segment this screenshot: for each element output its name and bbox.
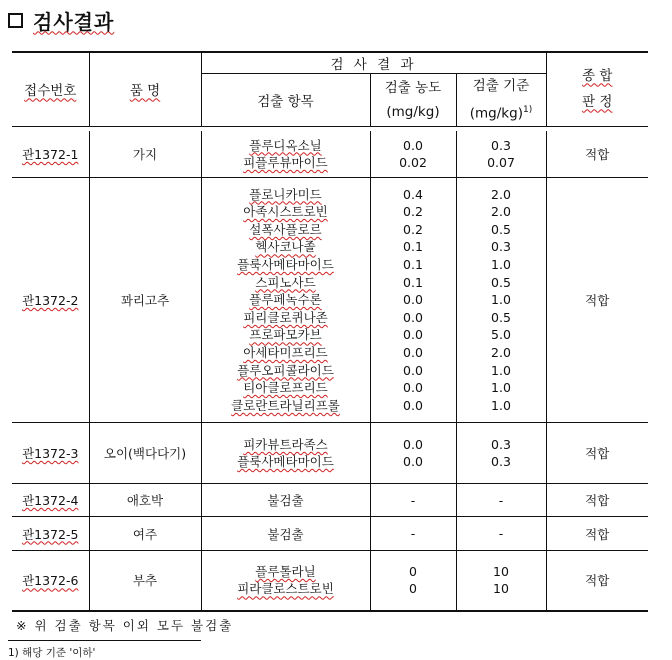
receipt-no-cell: 관1372-1: [12, 131, 89, 178]
footnote-mark: 1): [522, 105, 533, 115]
standard-cell: -: [456, 484, 546, 517]
concentration-cell: -: [370, 484, 456, 517]
header-receipt-no: 접수번호: [12, 52, 89, 126]
results-table: [12, 51, 648, 612]
product-name-cell: 꽈리고추: [89, 178, 201, 423]
checkbox-square-icon: [8, 13, 23, 28]
detected-items-cell: 불검출: [201, 484, 370, 517]
footnote-divider: [8, 640, 201, 641]
table-row: [12, 551, 648, 611]
undetected-note: ※ 위 검출 항목 이외 모두 불검출: [16, 618, 234, 633]
concentration-cell: 0.4 0.2 0.2 0.1 0.1 0.1 0.0 0.0 0.0 0.0 0.0 0.0 0.0: [370, 178, 456, 423]
detected-items-cell: 불검출: [201, 517, 370, 551]
receipt-no-cell: 관1372-4: [12, 484, 89, 517]
section-title: [8, 6, 114, 34]
concentration-cell: 0.0 0.02: [370, 131, 456, 178]
judgment-cell: 적합: [546, 178, 648, 423]
header-standard: 검출 기준 $(mg/kg)^{1)}$: [456, 74, 546, 127]
concentration-cell: 0 0: [370, 551, 456, 611]
standard-cell: 2.0 2.0 0.5 0.3 1.0 0.5 1.0 0.5 5.0 2.0 1.0 1.0 1.0: [456, 178, 546, 423]
table-row: [12, 131, 648, 178]
header-concentration: 검출 농도 (mg/kg): [370, 74, 456, 127]
receipt-no-cell: 관1372-6: [12, 551, 89, 611]
receipt-no-cell: 관1372-5: [12, 517, 89, 551]
concentration-cell: -: [370, 517, 456, 551]
standard-cell: 0.3 0.07: [456, 131, 546, 178]
product-name-cell: 가지: [89, 131, 201, 178]
judgment-cell: 적합: [546, 551, 648, 611]
header-results-group: 검 사 결 과: [201, 52, 546, 74]
footnote: 1) 해당 기준 '이하': [8, 647, 96, 659]
standard-cell: 0.3 0.3: [456, 423, 546, 484]
product-name-cell: 오이(백다다기): [89, 423, 201, 484]
detected-items-cell: 플로니카미드 아족시스트로빈 설폭사플로르 헥사코나졸 플룩사메타마이드 스피노사드 플루페녹수론 피리클로퀴나존 프로파모카브 아세타미프리드 플루오피콜라이드 티아클로프리드 클로란트라닐리프롤: [201, 178, 370, 423]
detected-items-cell: 플루톨라닐 피라클로스트로빈: [201, 551, 370, 611]
receipt-no-cell: 관1372-2: [12, 178, 89, 423]
standard-cell: -: [456, 517, 546, 551]
table-row: [12, 178, 648, 423]
section-title-text: 검사결과: [33, 9, 115, 34]
standard-cell: 10 10: [456, 551, 546, 611]
header-product: 품 명: [89, 52, 201, 126]
table-row: [12, 484, 648, 517]
judgment-cell: 적합: [546, 131, 648, 178]
concentration-cell: 0.0 0.0: [370, 423, 456, 484]
detected-items-cell: 피카뷰트라족스 플룩사메타마이드: [201, 423, 370, 484]
judgment-cell: 적합: [546, 423, 648, 484]
product-name-cell: 여주: [89, 517, 201, 551]
product-name-cell: 애호박: [89, 484, 201, 517]
product-name-cell: 부추: [89, 551, 201, 611]
header-overall-judgment: 종 합 판 정: [546, 52, 648, 126]
detected-items-cell: 플루디옥소닐 피플루뷰마이드: [201, 131, 370, 178]
judgment-cell: 적합: [546, 517, 648, 551]
receipt-no-cell: 관1372-3: [12, 423, 89, 484]
header-detected-item: 검출 항목: [201, 74, 370, 127]
judgment-cell: 적합: [546, 484, 648, 517]
table-row: [12, 517, 648, 551]
table-row: [12, 423, 648, 484]
